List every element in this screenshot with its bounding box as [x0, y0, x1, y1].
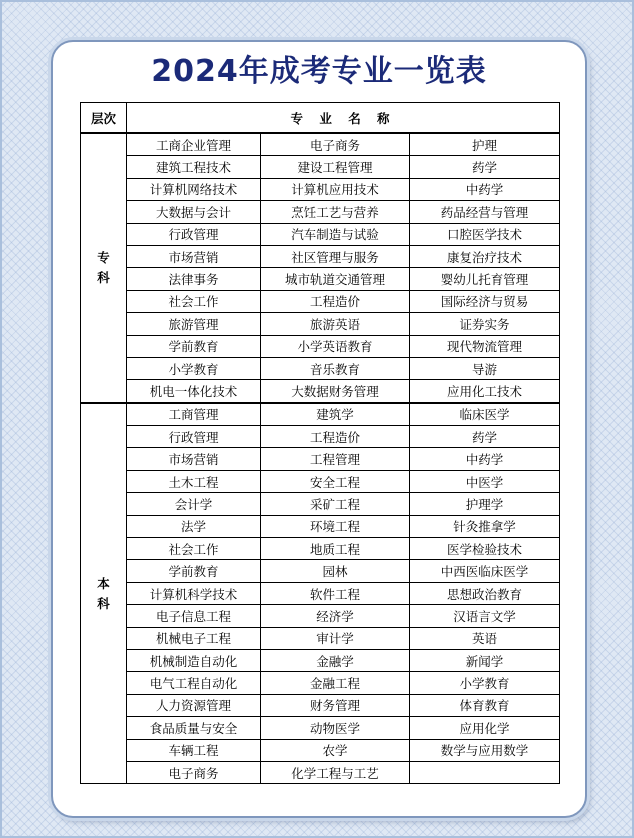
table-row [81, 470, 560, 492]
major-cell: 中西医临床医学 [410, 560, 560, 582]
major-cell: 园林 [261, 560, 410, 582]
table-row [81, 627, 560, 649]
level-char: 本 [97, 575, 110, 591]
major-cell: 建筑工程技术 [127, 156, 261, 178]
table-row [81, 201, 560, 223]
major-cell: 工程造价 [261, 426, 410, 448]
major-cell: 学前教育 [127, 560, 261, 582]
major-cell: 应用化工技术 [410, 380, 560, 403]
page-title: 2024年成考专业一览表 [151, 54, 487, 89]
table-row [81, 290, 560, 312]
major-cell: 审计学 [261, 627, 410, 649]
major-cell: 食品质量与安全 [127, 717, 261, 739]
major-cell: 行政管理 [127, 426, 261, 448]
major-cell: 环境工程 [261, 515, 410, 537]
major-cell: 市场营销 [127, 245, 261, 267]
major-cell: 车辆工程 [127, 739, 261, 761]
major-cell: 工商管理 [127, 403, 261, 426]
major-cell: 学前教育 [127, 335, 261, 357]
major-cell: 大数据与会计 [127, 201, 261, 223]
major-cell: 土木工程 [127, 470, 261, 492]
major-cell: 体育教育 [410, 694, 560, 716]
major-table [80, 102, 560, 784]
major-cell: 导游 [410, 357, 560, 379]
major-cell: 婴幼儿托育管理 [410, 268, 560, 290]
major-cell: 汽车制造与试验 [261, 223, 410, 245]
table-row [81, 380, 560, 403]
major-cell: 机械电子工程 [127, 627, 261, 649]
major-cell: 会计学 [127, 493, 261, 515]
table-row [81, 245, 560, 267]
major-cell: 建设工程管理 [261, 156, 410, 178]
major-cell: 工程管理 [261, 448, 410, 470]
major-cell: 烹饪工艺与营养 [261, 201, 410, 223]
major-cell: 金融工程 [261, 672, 410, 694]
major-cell: 小学教育 [410, 672, 560, 694]
major-cell: 行政管理 [127, 223, 261, 245]
major-cell: 数学与应用数学 [410, 739, 560, 761]
major-cell: 药学 [410, 156, 560, 178]
table-row [81, 133, 560, 156]
major-cell: 旅游管理 [127, 313, 261, 335]
major-cell: 小学英语教育 [261, 335, 410, 357]
major-cell: 汉语言文学 [410, 605, 560, 627]
major-cell: 现代物流管理 [410, 335, 560, 357]
major-cell: 大数据财务管理 [261, 380, 410, 403]
major-cell: 社会工作 [127, 538, 261, 560]
header-major-name: 专 业 名 称 [127, 103, 560, 134]
major-cell: 法律事务 [127, 268, 261, 290]
major-cell: 化学工程与工艺 [261, 761, 410, 783]
major-cell: 经济学 [261, 605, 410, 627]
table-row [81, 649, 560, 671]
table-row [81, 538, 560, 560]
major-cell: 应用化学 [410, 717, 560, 739]
table-row [81, 493, 560, 515]
table-row [81, 268, 560, 290]
major-cell: 口腔医学技术 [410, 223, 560, 245]
major-cell: 电子信息工程 [127, 605, 261, 627]
major-cell: 中医学 [410, 470, 560, 492]
major-cell: 计算机网络技术 [127, 178, 261, 200]
major-cell: 电子商务 [127, 761, 261, 783]
major-cell: 国际经济与贸易 [410, 290, 560, 312]
major-cell [410, 761, 560, 783]
table-row [81, 560, 560, 582]
major-cell: 财务管理 [261, 694, 410, 716]
major-cell: 计算机科学技术 [127, 582, 261, 604]
major-cell: 小学教育 [127, 357, 261, 379]
level-char: 专 [97, 249, 110, 265]
major-cell: 城市轨道交通管理 [261, 268, 410, 290]
major-cell: 护理 [410, 133, 560, 156]
major-cell: 针灸推拿学 [410, 515, 560, 537]
major-cell: 医学检验技术 [410, 538, 560, 560]
major-cell: 音乐教育 [261, 357, 410, 379]
major-cell: 金融学 [261, 649, 410, 671]
major-cell: 计算机应用技术 [261, 178, 410, 200]
table-row [81, 156, 560, 178]
table-row [81, 223, 560, 245]
table-row [81, 426, 560, 448]
table-row [81, 717, 560, 739]
major-cell: 护理学 [410, 493, 560, 515]
table-row [81, 694, 560, 716]
table-row [81, 403, 560, 426]
major-cell: 社区管理与服务 [261, 245, 410, 267]
level-cell [81, 133, 127, 403]
level-char: 科 [97, 269, 110, 285]
major-cell: 英语 [410, 627, 560, 649]
table-row [81, 515, 560, 537]
table-row [81, 178, 560, 200]
table-row [81, 313, 560, 335]
table-row [81, 335, 560, 357]
major-cell: 电子商务 [261, 133, 410, 156]
major-cell: 机械制造自动化 [127, 649, 261, 671]
major-cell: 采矿工程 [261, 493, 410, 515]
major-cell: 临床医学 [410, 403, 560, 426]
major-cell: 旅游英语 [261, 313, 410, 335]
major-cell: 安全工程 [261, 470, 410, 492]
major-cell: 中药学 [410, 448, 560, 470]
table-card [51, 40, 587, 818]
major-cell: 思想政治教育 [410, 582, 560, 604]
table-row [81, 448, 560, 470]
major-cell: 动物医学 [261, 717, 410, 739]
major-cell: 软件工程 [261, 582, 410, 604]
major-table-body [81, 103, 560, 784]
major-cell: 新闻学 [410, 649, 560, 671]
major-cell: 机电一体化技术 [127, 380, 261, 403]
major-cell: 农学 [261, 739, 410, 761]
major-cell: 电气工程自动化 [127, 672, 261, 694]
major-cell: 人力资源管理 [127, 694, 261, 716]
table-row [81, 605, 560, 627]
table-header-row [81, 103, 560, 134]
level-char: 科 [97, 595, 110, 611]
level-cell [81, 403, 127, 784]
major-cell: 药学 [410, 426, 560, 448]
major-cell: 工程造价 [261, 290, 410, 312]
major-cell: 康复治疗技术 [410, 245, 560, 267]
major-cell: 社会工作 [127, 290, 261, 312]
major-cell: 药品经营与管理 [410, 201, 560, 223]
major-cell: 工商企业管理 [127, 133, 261, 156]
table-row [81, 672, 560, 694]
table-row [81, 761, 560, 783]
major-cell: 中药学 [410, 178, 560, 200]
major-cell: 证券实务 [410, 313, 560, 335]
major-cell: 市场营销 [127, 448, 261, 470]
table-row [81, 739, 560, 761]
major-cell: 建筑学 [261, 403, 410, 426]
major-cell: 法学 [127, 515, 261, 537]
table-row [81, 357, 560, 379]
major-cell: 地质工程 [261, 538, 410, 560]
table-row [81, 582, 560, 604]
header-level: 层次 [81, 103, 127, 134]
